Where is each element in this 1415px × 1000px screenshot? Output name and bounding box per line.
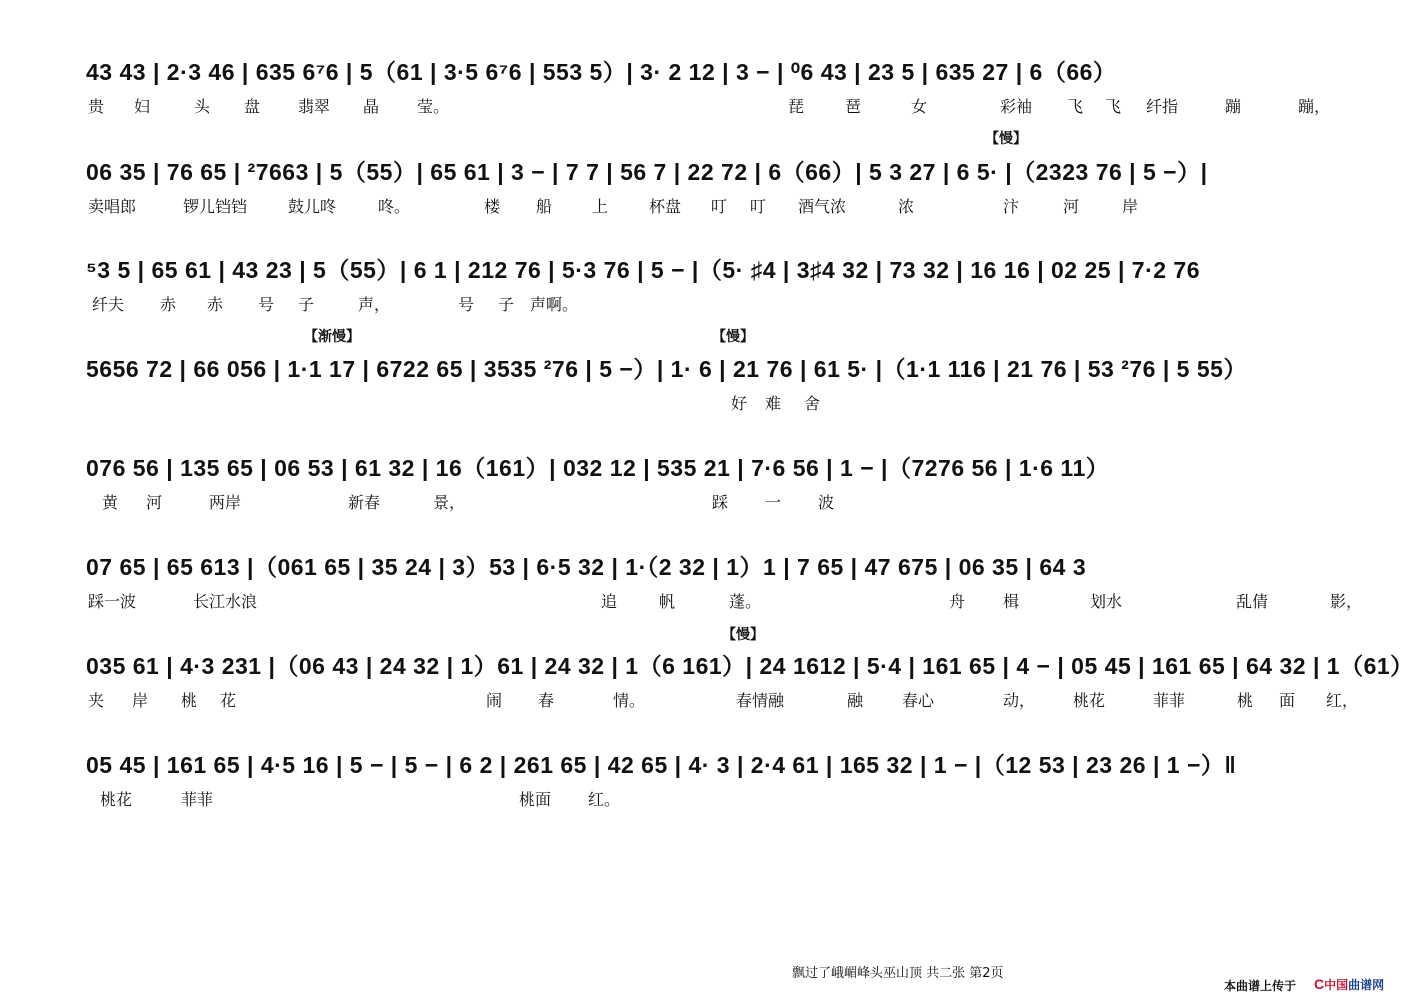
lyric: 飞 — [1067, 97, 1084, 116]
lyric: 闹 — [486, 691, 503, 710]
lyric: 声啊。 — [530, 295, 579, 314]
lyric: 河 — [1063, 197, 1080, 216]
lyric: 翡翠 — [298, 97, 331, 116]
lyric: 两岸 — [209, 493, 242, 512]
lyric: 桃花 — [1073, 691, 1106, 710]
lyric: 叮 — [750, 197, 767, 216]
lyric: 踩一波 — [88, 592, 137, 611]
lyric: 划水 — [1090, 592, 1123, 611]
lyrics-line — [86, 787, 1404, 811]
lyrics-line — [86, 688, 1404, 712]
lyric: 乱倩 — [1236, 592, 1269, 611]
lyric: 上 — [592, 197, 609, 216]
lyric: 黄 — [102, 493, 119, 512]
lyric: 船 — [536, 197, 553, 216]
notation-line: 05 45 | 161 65 | 4·5 16 | 5 − | 5 − | 6 2 | 261 65 | 42 65 | 4· 3 | 2·4 61 | 165 32 | 1 − |（12 53 | 23 26 | 1 −）‖ — [86, 751, 1237, 778]
lyric: 长江水浪 — [193, 592, 258, 611]
lyric: 动， — [1003, 691, 1036, 710]
lyric: 花 — [220, 691, 237, 710]
lyric: 纤夫 — [92, 295, 125, 314]
tempo-mark: 【慢】 — [985, 131, 1027, 147]
lyric: 晶 — [363, 97, 380, 116]
source-note: 本曲谱上传于 — [1224, 979, 1297, 993]
lyrics-line — [86, 490, 1404, 514]
lyric: 岸 — [132, 691, 149, 710]
lyric: 酒气浓 — [798, 197, 847, 216]
lyric: 春情融 — [736, 691, 785, 710]
lyric: 咚。 — [378, 197, 411, 216]
lyrics-line — [86, 292, 1404, 316]
lyric: 楼 — [484, 197, 501, 216]
lyric: 彩袖 — [1000, 97, 1033, 116]
lyric: 新春 — [348, 493, 381, 512]
lyric: 头 — [194, 97, 211, 116]
lyrics-line — [86, 94, 1404, 118]
lyric: 夹 — [88, 691, 105, 710]
lyric: 桃 — [181, 691, 198, 710]
lyric: 飞 — [1105, 97, 1122, 116]
lyric: 春 — [538, 691, 555, 710]
lyrics-line — [86, 391, 1404, 415]
lyric: 楫 — [1003, 592, 1020, 611]
lyric: 号 — [258, 295, 275, 314]
lyric: 一 — [765, 493, 782, 512]
notation-line: ⁵3 5 | 65 61 | 43 23 | 5（55）| 6 1 | 212 76 | 5·3 76 | 5 − |（5· ♯4 | 3♯4 32 | 73 32 | 16 16 | 02 25 | 7·2 76 — [86, 256, 1201, 283]
lyrics-line — [86, 194, 1404, 218]
lyric: 锣儿铛铛 — [183, 197, 248, 216]
lyric: 蹦， — [1298, 97, 1331, 116]
lyric: 河 — [146, 493, 163, 512]
notation-line: 5656 72 | 66 056 | 1·1 17 | 6722 65 | 3535 ²76 | 5 −）| 1· 6 | 21 76 | 61 5· |（1·1 116 | 21 76 | 53 ²76 | 5 55） — [86, 355, 1247, 382]
lyric: 蓬。 — [729, 592, 762, 611]
lyric: 子 — [298, 295, 315, 314]
lyric: 红。 — [588, 790, 621, 809]
lyric: 情。 — [613, 691, 646, 710]
lyric: 踩 — [712, 493, 729, 512]
lyric: 菲菲 — [1153, 691, 1186, 710]
lyric: 赤 — [160, 295, 177, 314]
lyric: 好 — [731, 394, 748, 413]
lyric: 追 — [601, 592, 618, 611]
notation-line: 43 43 | 2·3 46 | 635 6⁷6 | 5（61 | 3·5 6⁷6 | 553 5）| 3· 2 12 | 3 − | ⁰6 43 | 23 5 | 635 27 | 6（66） — [86, 58, 1117, 85]
lyric: 声， — [358, 295, 391, 314]
page-footer: 飘过了峨嵋峰头巫山顶 共二张 第2页 — [792, 966, 1004, 981]
lyric: 面 — [1279, 691, 1296, 710]
lyric: 春心 — [902, 691, 935, 710]
lyric: 桃 — [1237, 691, 1254, 710]
lyric: 卖唱郎 — [88, 197, 137, 216]
lyric: 鼓儿咚 — [288, 197, 337, 216]
lyric: 蹦 — [1225, 97, 1242, 116]
tempo-mark: 【慢】 — [722, 627, 764, 643]
lyric: 盘 — [244, 97, 261, 116]
notation-line: 07 65 | 65 613 |（061 65 | 35 24 | 3）53 | 6·5 32 | 1·（2 32 | 1）1 | 7 65 | 47 675 | 06 35 | 64 3 — [86, 553, 1087, 580]
lyric: 波 — [818, 493, 835, 512]
lyric: 浓 — [898, 197, 915, 216]
lyric: 杯盘 — [649, 197, 682, 216]
lyric: 贵 — [88, 97, 105, 116]
lyric: 汴 — [1003, 197, 1020, 216]
lyric: 岸 — [1122, 197, 1139, 216]
lyric: 莹。 — [417, 97, 450, 116]
lyric: 帆 — [659, 592, 676, 611]
site-logo: C中国曲谱网 — [1314, 976, 1385, 992]
lyric: 舍 — [804, 394, 821, 413]
lyric: 号 — [458, 295, 475, 314]
lyric: 妇 — [134, 97, 151, 116]
lyric: 子 — [498, 295, 515, 314]
lyric: 纤指 — [1146, 97, 1179, 116]
lyric: 桃花 — [100, 790, 133, 809]
lyric: 景， — [433, 493, 466, 512]
notation-line: 06 35 | 76 65 | ²7663 | 5（55）| 65 61 | 3 − | 7 7 | 56 7 | 22 72 | 6（66）| 5 3 27 | 6 5· |（2323 76 | 5 −）| — [86, 158, 1208, 185]
tempo-mark: 【渐慢】 — [304, 329, 360, 345]
lyric: 融 — [847, 691, 864, 710]
notation-line: 035 61 | 4·3 231 |（06 43 | 24 32 | 1）61 | 24 32 | 1（6 161）| 24 1612 | 5·4 | 161 65 | 4 − | 05 45 | 161 65 | 64 32 | 1（61） — [86, 652, 1414, 679]
lyric: 桃面 — [519, 790, 552, 809]
lyric: 琵 — [788, 97, 805, 116]
lyric: 女 — [911, 97, 928, 116]
notation-line: 076 56 | 135 65 | 06 53 | 61 32 | 16（161）| 032 12 | 535 21 | 7·6 56 | 1 − |（7276 56 | 1·6 11） — [86, 454, 1110, 481]
lyric: 叮 — [711, 197, 728, 216]
lyric: 菲菲 — [181, 790, 214, 809]
lyric: 影， — [1330, 592, 1363, 611]
tempo-mark: 【慢】 — [712, 329, 754, 345]
lyric: 琶 — [845, 97, 862, 116]
lyric: 难 — [765, 394, 782, 413]
lyric: 红， — [1326, 691, 1359, 710]
lyrics-line — [86, 589, 1404, 613]
lyric: 舟 — [949, 592, 966, 611]
lyric: 赤 — [207, 295, 224, 314]
